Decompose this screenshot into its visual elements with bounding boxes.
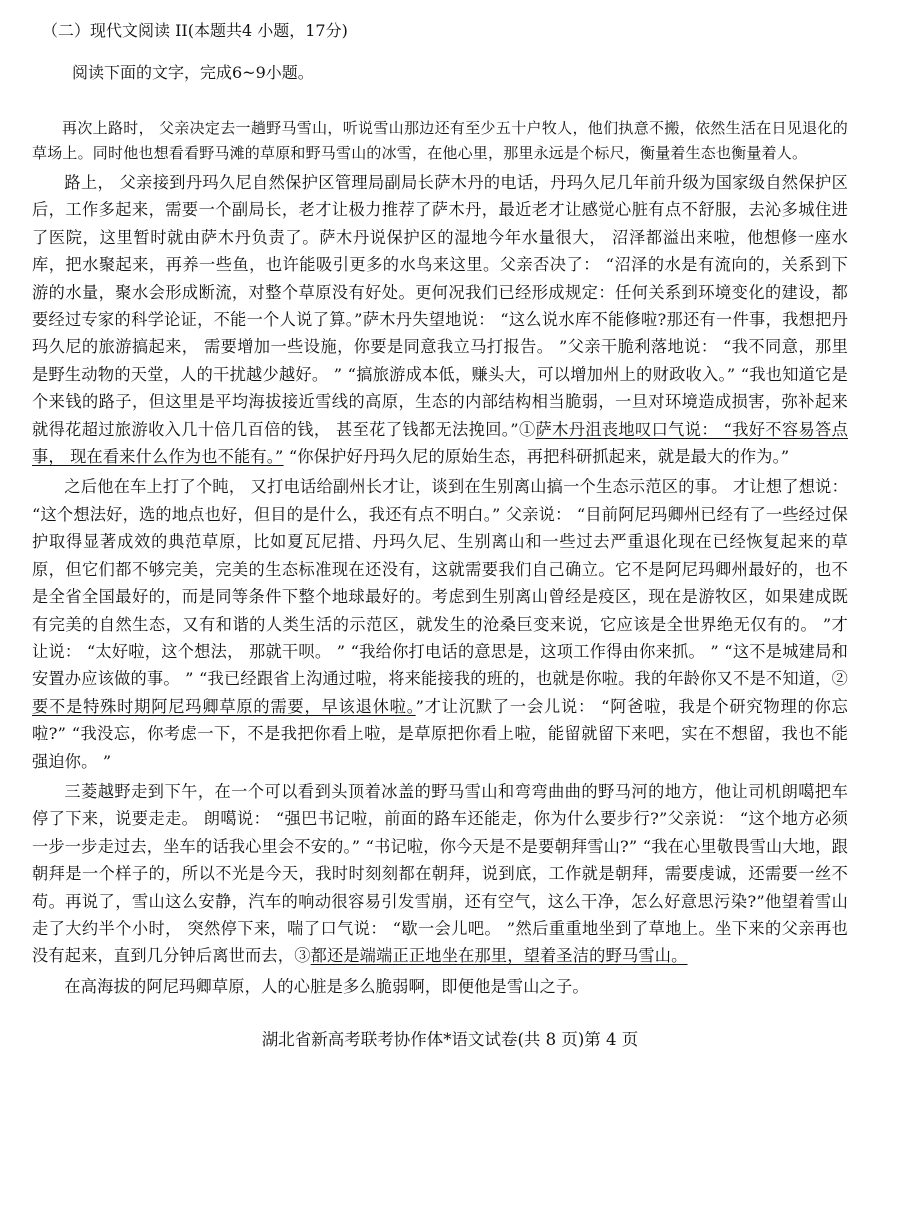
underlined-sentence-1: 萨木丹沮丧地叹口气说： “我好不容易答点事， 现在看来什么作为也不能有。”	[32, 419, 848, 467]
underlined-sentence-3: 都还是端端正正地坐在那里，望着圣洁的野马雪山。	[310, 946, 688, 966]
paragraph-1: 再次上路时， 父亲决定去一趟野马雪山，听说雪山那边还有至少五十户牧人，他们执意不搬，依然生活在日见退化的草场上。同时他也想看看野马滩的草原和野马雪山的冰雪，在他心里，那里永远是个标尺，衡量着生态也衡量着人。	[32, 119, 848, 162]
paragraph-2-text-b: “你保护好丹玛久尼的原始生态，再把科研抓起来，就是最大的作为。”	[283, 447, 790, 467]
paragraph-2	[32, 169, 848, 470]
paragraph-5: 在高海拔的阿尼玛卿草原，人的心脏是多么脆弱啊，即便他是雪山之子。	[64, 976, 589, 996]
reading-passage	[32, 116, 848, 1003]
paragraph-4	[32, 778, 848, 970]
paragraph-3-text-b: ”才让沉默了一会儿说： “阿爸啦，我是个研究物理的你忘啦?” “我没忘，你考虑一下，不是我把你看上啦，是草原把你看上啦，能留就留下来吧，实在不想留，我也不能强迫你。 ”	[32, 696, 848, 771]
paragraph-3	[32, 473, 848, 774]
section-title: （二）现代文阅读 II(本题共4 小题，17分)	[42, 21, 348, 40]
paragraph-2-text-a: 路上， 父亲接到丹玛久尼自然保护区管理局副局长萨木丹的电话，丹玛久尼几年前升级为国家级自然保护区后，工作多起来，需要一个副局长，老才让极力推荐了萨木丹，最近老才让感觉心脏有点不舒服，去沁多城住进了医院，这里暂时就由萨木丹负责了。萨木丹说保护区的湿地今年水量很大， 沼泽都溢出来啦，他想修一座水库，把水聚起来，再养一些鱼，也许能吸引更多的水鸟来这里。父亲否决了： “沼泽的水是有流向的，关系到下游的水量，聚水会形成断流，对整个草原没有好处。更何况我们已经形成规定：任何关系到环境变化的建设，都要经过专家的科学论证，不能一个人说了算。”萨木丹失望地说： “这么说水库不能修啦?那还有一件事，我想把丹玛久尼的旅游搞起来， 需要增加一些设施，你要是同意我立马打报告。 ”父亲干脆利落地说： “我不同意，那里是野生动物的天堂，人的干扰越少越好。 ” “搞旅游成本低，赚头大，可以增加州上的财政收入。” “我也知道它是个来钱的路子，但这里是平均海拔接近雪线的高原，生态的内部结构相当脆弱，一旦对环境造成损害，弥补起来就得花超过旅游收入几十倍几百倍的钱， 甚至花了钱都无法挽回。”①	[32, 173, 848, 439]
page-footer: 湖北省新高考联考协作体*语文试卷(共 8 页)第 4 页	[261, 1030, 639, 1049]
paragraph-3-text-a: 之后他在车上打了个盹， 又打电话给副州长才让，谈到在生别离山搞一个生态示范区的事。 才让想了想说： “这个想法好，选的地点也好，但目的是什么，我还有点不明白。” 父亲说： “目前阿尼玛卿州已经有了一些经过保护取得显著成效的典范草原，比如夏瓦尼措、丹玛久尼、生别离山和一些过去严重退化现在已经恢复起来的草原，但它们都不够完美，完美的生态标准现在还没有，这就需要我们自己确立。它不是阿尼玛卿州最好的，也不是全省全国最好的，而是同等条件下整个地球最好的。考虑到生别离山曾经是疫区，现在是游牧区，如果建成既有完美的自然生态，又有和谐的人类生活的示范区，就发生的沧桑巨变来说，它应该是全世界绝无仅有的。 ”才让说： “太好啦，这个想法， 那就干呗。 ” “我给你打电话的意思是，这项工作得由你来抓。 ” “这不是城建局和安置办应该做的事。 ” “我已经跟省上沟通过啦，将来能接我的班的，也就是你啦。我的年龄你又不是不知道，②	[32, 477, 848, 689]
paragraph-4-text-a: 三菱越野走到下午，在一个可以看到头顶着冰盖的野马雪山和弯弯曲曲的野马河的地方，他让司机朗噶把车停了下来，说要走走。 朗噶说： “强巴书记啦，前面的路车还能走，你为什么要步行?”父亲说： “这个地方必须一步一步走过去，坐车的话我心里会不安的。” “书记啦，你今天是不是要朝拜雪山?” “我在心里敬畏雪山大地，跟朝拜是一个样子的，所以不光是今天，我时时刻刻都在朝拜，说到底，工作就是朝拜，需要虔诚，还需要一丝不苟。再说了，雪山这么安静，汽车的响动很容易引发雪崩，还有空气，这么干净，怎么好意思污染?”他望着雪山走了大约半个小时， 突然停下来，喘了口气说： “歇一会儿吧。 ”然后重重地坐到了草地上。坐下来的父亲再也没有起来，直到几分钟后离世而去，③	[32, 781, 848, 966]
reading-instruction: 阅读下面的文字，完成6~9小题。	[72, 63, 314, 82]
underlined-sentence-2: 要不是特殊时期阿尼玛卿草原的需要，早该退休啦。	[32, 696, 416, 716]
